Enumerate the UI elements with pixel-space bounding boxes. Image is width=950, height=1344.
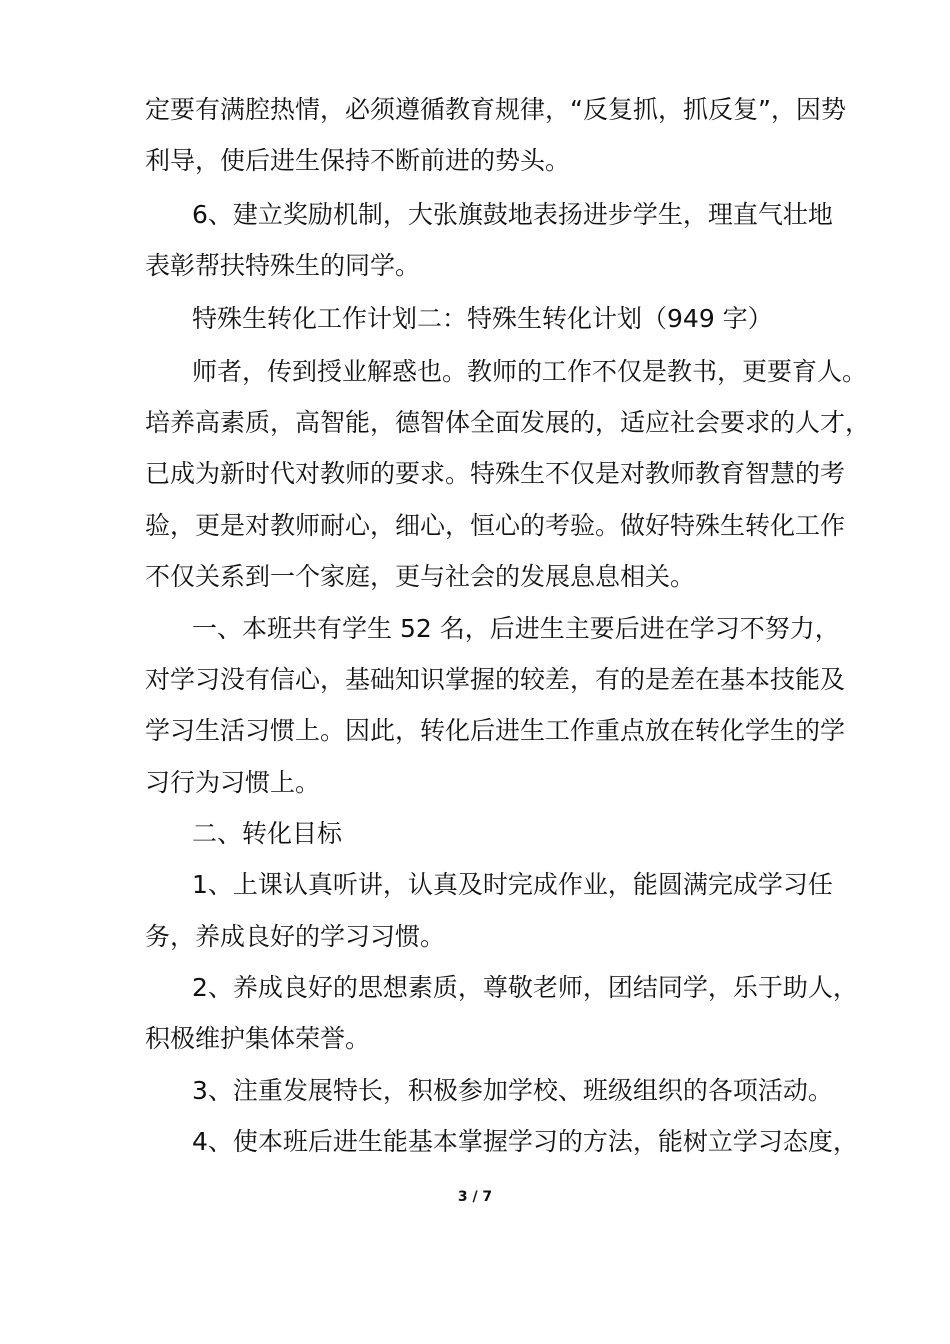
text-line: 6、建立奖励机制，大张旗鼓地表扬进步学生，理直气壮地 [192,200,833,229]
text-line: 习行为习惯上。 [145,768,321,797]
text-line: 表彰帮扶特殊生的同学。 [145,251,421,280]
text-line: 务，养成良好的学习习惯。 [145,922,446,951]
text-line: 4、使本班后进生能基本掌握学习的方法，能树立学习态度， [192,1127,858,1156]
text-line: 积极维护集体荣誉。 [145,1024,371,1053]
page-number: 3 / 7 [457,1189,493,1205]
text-line: 不仅关系到一个家庭，更与社会的发展息息相关。 [145,562,696,591]
section-heading: 特殊生转化工作计划二：特殊生转化计划（949 字） [192,304,773,333]
text-line: 利导，使后进生保持不断前进的势头。 [145,146,571,175]
text-line: 3、注重发展特长，积极参加学校、班级组织的各项活动。 [192,1076,833,1105]
text-line: 培养高素质，高智能，德智体全面发展的，适应社会要求的人才， [145,408,871,437]
text-line: 定要有满腔热情，必须遵循教育规律，“反复抓，抓反复”，因势 [145,95,846,124]
text-line: 已成为新时代对教师的要求。特殊生不仅是对教师教育智慧的考 [145,459,846,488]
text-line: 对学习没有信心，基础知识掌握的较差，有的是差在基本技能及 [145,665,846,694]
text-line: 2、养成良好的思想素质，尊敬老师，团结同学，乐于助人， [192,973,858,1002]
section-heading: 二、转化目标 [192,819,343,848]
text-line: 验，更是对教师耐心，细心，恒心的考验。做好特殊生转化工作 [145,511,846,540]
text-line: 1、上课认真听讲，认真及时完成作业，能圆满完成学习任 [192,870,833,899]
text-line: 学习生活习惯上。因此，转化后进生工作重点放在转化学生的学 [145,716,846,745]
text-line: 一、本班共有学生 52 名，后进生主要后进在学习不努力， [192,614,840,643]
text-line: 师者，传到授业解惑也。教师的工作不仅是教书，更要育人。 [192,357,868,386]
